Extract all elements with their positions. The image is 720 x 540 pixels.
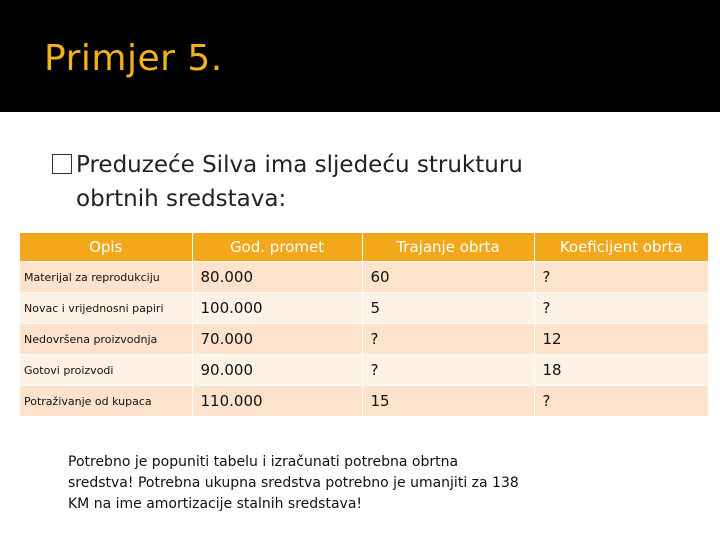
- bullet-icon: [52, 154, 72, 174]
- table-row: [20, 262, 708, 293]
- data-table: [20, 233, 708, 416]
- header-god-promet: God. promet: [192, 233, 362, 262]
- cell-opis: Potraživanje od kupaca: [20, 386, 192, 417]
- cell-god-promet: 70.000: [192, 324, 362, 355]
- cell-trajanje-obrta: 15: [362, 386, 534, 417]
- table-row: [20, 293, 708, 324]
- slide-title: Primjer 5.: [44, 38, 223, 79]
- cell-opis: Gotovi proizvodi: [20, 355, 192, 386]
- header-trajanje-obrta: Trajanje obrta: [362, 233, 534, 262]
- table-row: [20, 386, 708, 417]
- cell-opis: Materijal za reprodukciju: [20, 262, 192, 293]
- intro-text: [52, 148, 672, 216]
- table-row: [20, 324, 708, 355]
- table-header-row: [20, 233, 708, 262]
- cell-god-promet: 80.000: [192, 262, 362, 293]
- table-row: [20, 355, 708, 386]
- cell-trajanje-obrta: ?: [362, 324, 534, 355]
- cell-koeficijent-obrta: ?: [534, 293, 708, 324]
- title-bar: [0, 0, 720, 112]
- intro-line-2: obrtnih sredstava:: [76, 186, 287, 212]
- cell-god-promet: 100.000: [192, 293, 362, 324]
- header-koeficijent-obrta: Koeficijent obrta: [534, 233, 708, 262]
- cell-opis: Nedovršena proizvodnja: [20, 324, 192, 355]
- cell-trajanje-obrta: 5: [362, 293, 534, 324]
- cell-god-promet: 90.000: [192, 355, 362, 386]
- cell-trajanje-obrta: ?: [362, 355, 534, 386]
- cell-koeficijent-obrta: ?: [534, 386, 708, 417]
- cell-koeficijent-obrta: 18: [534, 355, 708, 386]
- cell-koeficijent-obrta: ?: [534, 262, 708, 293]
- cell-opis: Novac i vrijednosni papiri: [20, 293, 192, 324]
- header-opis: Opis: [20, 233, 192, 262]
- cell-koeficijent-obrta: 12: [534, 324, 708, 355]
- intro-line-1: Preduzeće Silva ima sljedeću strukturu: [76, 152, 523, 178]
- task-note: Potrebno je popuniti tabelu i izračunati potrebna obrtna sredstva! Potrebna ukupna sredstva potrebno je umanjiti za 138 KM na ime amortizacije stalnih sredstava!: [68, 454, 519, 512]
- cell-god-promet: 110.000: [192, 386, 362, 417]
- cell-trajanje-obrta: 60: [362, 262, 534, 293]
